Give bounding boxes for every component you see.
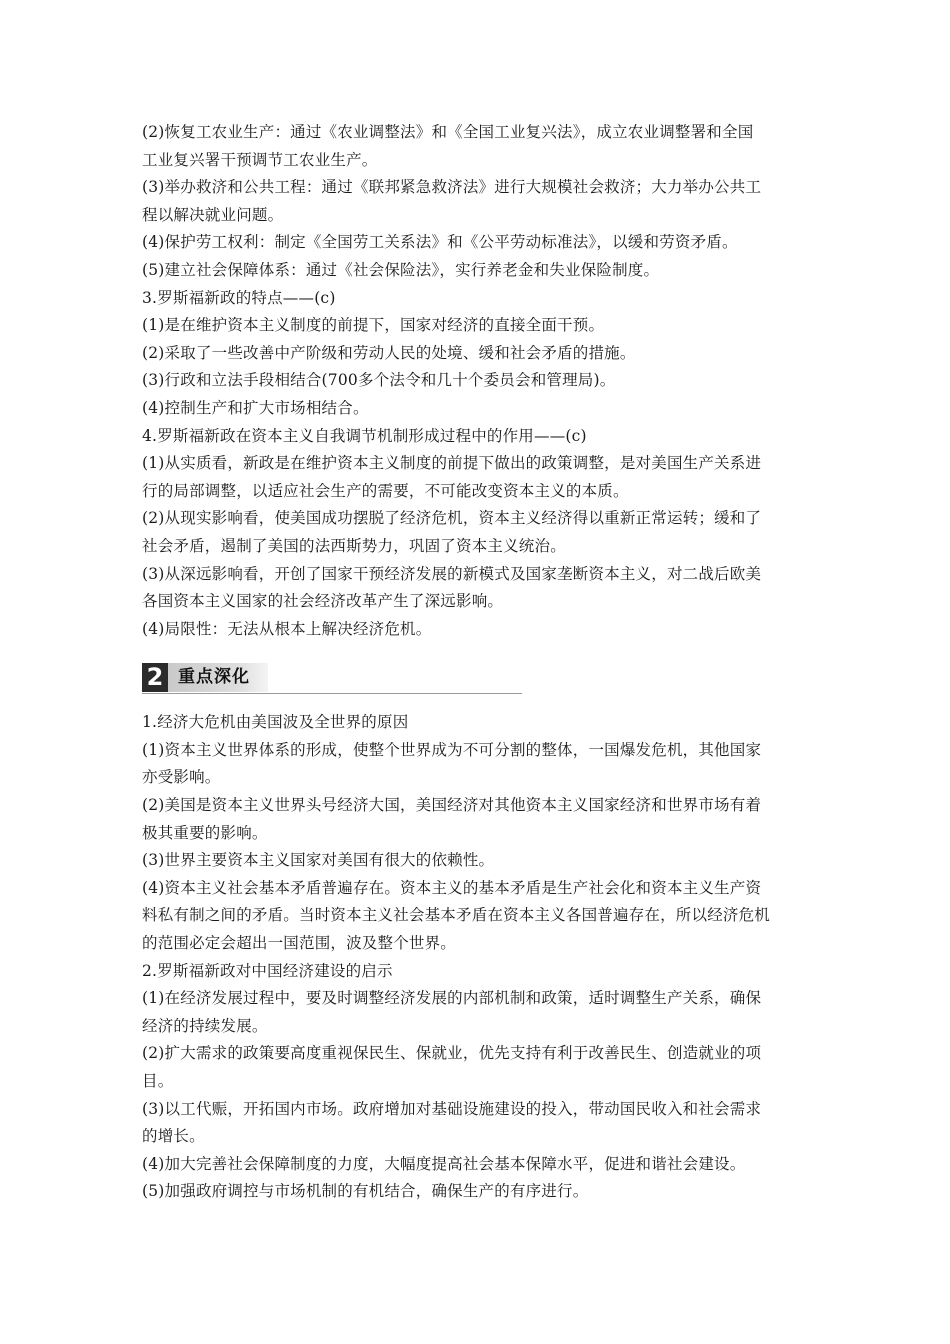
text-line: (2)从现实影响看，使美国成功摆脱了经济危机，资本主义经济得以重新正常运转；缓和了: [142, 509, 762, 528]
text-line: 亦受影响。: [142, 768, 221, 787]
text-line: (1)从实质看，新政是在维护资本主义制度的前提下做出的政策调整，是对美国生产关系进: [142, 454, 762, 473]
text-line: (5)加强政府调控与市场机制的有机结合，确保生产的有序进行。: [142, 1182, 589, 1201]
content-block-new-deal: [142, 119, 814, 643]
text-line: (4)保护劳工权利：制定《全国劳工关系法》和《公平劳动标准法》，以缓和劳资矛盾。: [142, 233, 738, 252]
text-line: 的范围必定会超出一国范围，波及整个世界。: [142, 934, 457, 953]
text-line: 经济的持续发展。: [142, 1016, 268, 1035]
text-line: (4)加大完善社会保障制度的力度，大幅度提高社会基本保障水平，促进和谐社会建设。: [142, 1154, 746, 1173]
text-line: (4)控制生产和扩大市场相结合。: [142, 398, 369, 417]
section-header: [142, 663, 814, 697]
text-line: (1)资本主义世界体系的形成，使整个世界成为不可分割的整体，一国爆发危机，其他国家: [142, 740, 762, 759]
text-line: (4)局限性：无法从根本上解决经济危机。: [142, 619, 432, 638]
heading-line: 3.罗斯福新政的特点——(c): [142, 288, 336, 307]
content-block-deepening: [142, 709, 814, 1206]
text-line: (3)从深远影响看，开创了国家干预经济发展的新模式及国家垄断资本主义，对二战后欧美: [142, 564, 762, 583]
text-line: (3)世界主要资本主义国家对美国有很大的依赖性。: [142, 851, 495, 870]
text-line: 极其重要的影响。: [142, 823, 268, 842]
text-line: (4)资本主义社会基本矛盾普遍存在。资本主义的基本矛盾是生产社会化和资本主义生产资: [142, 878, 762, 897]
section-divider: [142, 693, 522, 694]
text-line: (3)以工代赈，开拓国内市场。政府增加对基础设施建设的投入，带动国民收入和社会需求: [142, 1099, 762, 1118]
text-line: (3)行政和立法手段相结合(700多个法令和几十个委员会和管理局)。: [142, 371, 616, 390]
heading-line: 4.罗斯福新政在资本主义自我调节机制形成过程中的作用——(c): [142, 426, 587, 445]
text-line: 各国资本主义国家的社会经济改革产生了深远影响。: [142, 592, 504, 611]
text-line: (2)扩大需求的政策要高度重视保民生、保就业，优先支持有利于改善民生、创造就业的项: [142, 1044, 762, 1063]
text-line: 目。: [142, 1072, 174, 1090]
section-title: 重点深化: [178, 667, 250, 688]
heading-line: 2.罗斯福新政对中国经济建设的启示: [142, 961, 393, 980]
text-line: (2)采取了一些改善中产阶级和劳动人民的处境、缓和社会矛盾的措施。: [142, 343, 636, 362]
text-line: (1)是在维护资本主义制度的前提下，国家对经济的直接全面干预。: [142, 316, 605, 335]
text-line: (1)在经济发展过程中，要及时调整经济发展的内部机制和政策，适时调整生产关系，确保: [142, 989, 762, 1008]
text-line: (5)建立社会保障体系：通过《社会保险法》，实行养老金和失业保险制度。: [142, 260, 660, 279]
heading-line: 1.经济大危机由美国波及全世界的原因: [142, 713, 409, 732]
text-line: (3)举办救济和公共工程：通过《联邦紧急救济法》进行大规模社会救济；大力举办公共工: [142, 178, 762, 197]
text-line: 行的局部调整，以适应社会生产的需要，不可能改变资本主义的本质。: [142, 481, 629, 500]
text-line: 工业复兴署干预调节工农业生产。: [142, 150, 378, 169]
document-page: [142, 119, 814, 1206]
text-line: (2)恢复工农业生产：通过《农业调整法》和《全国工业复兴法》，成立农业调整署和全国: [142, 123, 754, 141]
text-line: 程以解决就业问题。: [142, 205, 284, 224]
text-line: 料私有制之间的矛盾。当时资本主义社会基本矛盾在资本主义各国普遍存在，所以经济危机: [142, 906, 771, 925]
text-line: 社会矛盾，遏制了美国的法西斯势力，巩固了资本主义统治。: [142, 536, 566, 555]
text-line: (2)美国是资本主义世界头号经济大国，美国经济对其他资本主义国家经济和世界市场有着: [142, 796, 762, 815]
section-number-badge: 2: [142, 663, 168, 692]
text-line: 的增长。: [142, 1127, 205, 1146]
